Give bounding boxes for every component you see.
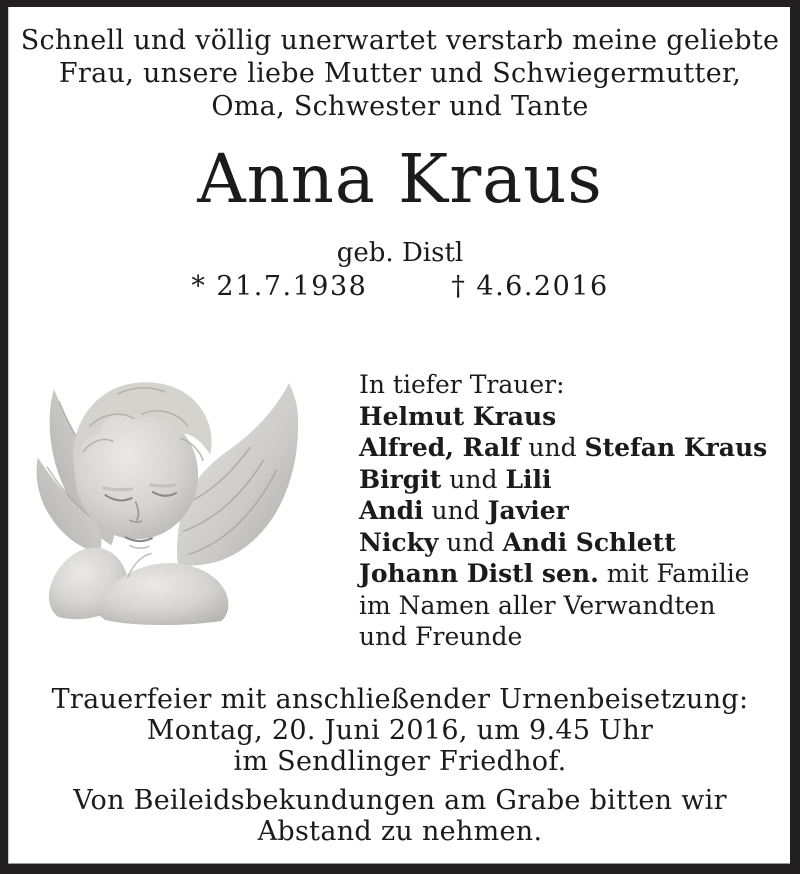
cherub-angel-icon bbox=[26, 356, 334, 628]
angel-statue-image bbox=[26, 356, 334, 628]
mourner-line: Birgit und Lili bbox=[359, 464, 552, 494]
mourners-heading: In tiefer Trauer: bbox=[359, 370, 565, 399]
funeral-line: Montag, 20. Juni 2016, um 9.45 Uhr bbox=[146, 715, 654, 746]
mourner-line: Andi und Javier bbox=[359, 496, 569, 525]
condolence-line: Abstand zu nehmen. bbox=[257, 816, 543, 847]
funeral-info bbox=[0, 684, 800, 777]
mourner-line: Helmut Kraus bbox=[359, 401, 557, 431]
mourner-line: und Freunde bbox=[359, 622, 523, 651]
intro-text bbox=[0, 24, 800, 123]
intro-line: Schnell und völlig unerwartet verstarb meine geliebte bbox=[20, 25, 780, 56]
mourner-line: Alfred, Ralf und Stefan Kraus bbox=[359, 433, 768, 462]
mourner-line: Johann Distl sen. mit Familie bbox=[359, 559, 750, 588]
funeral-line: Trauerfeier mit anschließender Urnenbeisetzung: bbox=[51, 684, 749, 715]
mourners-list bbox=[359, 369, 767, 653]
mourner-line: im Namen aller Verwandten bbox=[359, 590, 716, 620]
death-date: † 4.6.2016 bbox=[451, 271, 609, 302]
birth-date: * 21.7.1938 bbox=[191, 271, 368, 302]
deceased-name: Anna Kraus bbox=[197, 140, 603, 218]
intro-line: Oma, Schwester und Tante bbox=[211, 91, 589, 122]
life-dates bbox=[0, 271, 800, 303]
mourner-line: Nicky und Andi Schlett bbox=[359, 527, 676, 557]
condolence-note bbox=[0, 785, 800, 847]
birth-name: geb. Distl bbox=[336, 238, 464, 268]
funeral-line: im Sendlinger Friedhof. bbox=[233, 746, 567, 777]
condolence-line: Von Beileidsbekundungen am Grabe bitten wir bbox=[73, 785, 727, 816]
intro-line: Frau, unsere liebe Mutter und Schwiegermutter, bbox=[58, 58, 742, 89]
